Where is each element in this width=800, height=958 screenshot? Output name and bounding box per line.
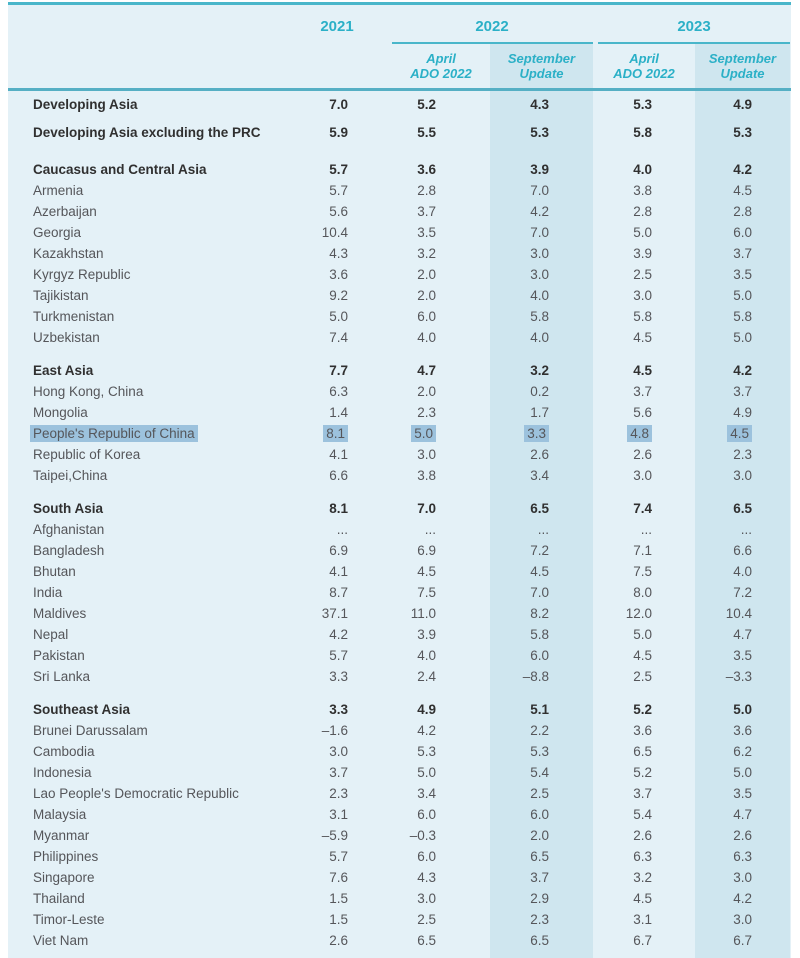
cell-value: 2.8 bbox=[733, 204, 752, 219]
cell-value: 6.0 bbox=[417, 849, 436, 864]
row-label: Sri Lanka bbox=[33, 669, 91, 684]
cell-value: 3.2 bbox=[633, 870, 652, 885]
economy-row bbox=[8, 603, 791, 624]
subheader-line: April bbox=[629, 51, 659, 66]
cell-value: 5.7 bbox=[329, 162, 348, 177]
economy-row bbox=[8, 624, 791, 645]
section-caucasus-and-central-asia bbox=[8, 159, 791, 348]
subheader-april-ado-2022 bbox=[392, 51, 490, 81]
cell-value: 4.5 bbox=[633, 363, 652, 378]
cell-value: –3.3 bbox=[725, 669, 752, 684]
cell-value: 7.7 bbox=[329, 363, 348, 378]
cell-value: 3.3 bbox=[524, 425, 549, 442]
growth-forecast-table bbox=[8, 2, 791, 958]
cell-value: 2.8 bbox=[633, 204, 652, 219]
row-label: East Asia bbox=[33, 363, 94, 378]
cell-value: 4.7 bbox=[417, 363, 436, 378]
cell-value: 5.3 bbox=[733, 125, 752, 140]
cell-value: 3.6 bbox=[417, 162, 436, 177]
cell-value: 3.1 bbox=[329, 807, 348, 822]
cell-value: 5.8 bbox=[530, 627, 549, 642]
cell-value: 3.6 bbox=[329, 267, 348, 282]
row-label: Bhutan bbox=[33, 564, 76, 579]
cell-value: 5.3 bbox=[530, 125, 549, 140]
cell-value: 3.5 bbox=[417, 225, 436, 240]
cell-value: 4.1 bbox=[329, 564, 348, 579]
cell-value: 1.5 bbox=[329, 912, 348, 927]
cell-value: 5.4 bbox=[530, 765, 549, 780]
cell-value: 2.8 bbox=[417, 183, 436, 198]
economy-row bbox=[8, 741, 791, 762]
cell-value: 3.0 bbox=[530, 246, 549, 261]
economy-row bbox=[8, 243, 791, 264]
cell-value: 3.5 bbox=[733, 786, 752, 801]
subregion-total-row bbox=[8, 91, 791, 119]
economy-row bbox=[8, 423, 791, 444]
cell-value: 3.2 bbox=[530, 363, 549, 378]
row-label: Viet Nam bbox=[33, 933, 89, 948]
cell-value: 3.0 bbox=[329, 744, 348, 759]
cell-value: 6.0 bbox=[733, 225, 752, 240]
economy-row bbox=[8, 666, 791, 687]
cell-value: –0.3 bbox=[409, 828, 436, 843]
cell-value: 4.3 bbox=[329, 246, 348, 261]
cell-value: 3.0 bbox=[733, 870, 752, 885]
table-body bbox=[8, 91, 791, 951]
subheader-line: Update bbox=[720, 66, 765, 81]
cell-value: 5.0 bbox=[329, 309, 348, 324]
row-label: Brunei Darussalam bbox=[33, 723, 148, 738]
cell-value: 6.3 bbox=[329, 384, 348, 399]
subregion-total-row bbox=[8, 699, 791, 720]
economy-row bbox=[8, 540, 791, 561]
cell-value: 2.3 bbox=[329, 786, 348, 801]
cell-value: 8.7 bbox=[329, 585, 348, 600]
row-label: Malaysia bbox=[33, 807, 87, 822]
cell-value: 4.2 bbox=[530, 204, 549, 219]
cell-value: 3.8 bbox=[633, 183, 652, 198]
economy-row bbox=[8, 846, 791, 867]
row-label: South Asia bbox=[33, 501, 104, 516]
cell-value: 6.7 bbox=[733, 933, 752, 948]
cell-value: 5.7 bbox=[329, 648, 348, 663]
cell-value: 5.6 bbox=[329, 204, 348, 219]
economy-row bbox=[8, 381, 791, 402]
cell-value: 7.1 bbox=[633, 543, 652, 558]
cell-value: 4.0 bbox=[417, 330, 436, 345]
cell-value: 8.0 bbox=[633, 585, 652, 600]
economy-row bbox=[8, 909, 791, 930]
section-summary bbox=[8, 91, 791, 147]
cell-value: 0.2 bbox=[530, 384, 549, 399]
cell-value: 3.2 bbox=[417, 246, 436, 261]
cell-value: 3.0 bbox=[733, 912, 752, 927]
cell-value: ... bbox=[336, 522, 348, 537]
cell-value: –5.9 bbox=[321, 828, 348, 843]
subheader-line: September bbox=[708, 51, 777, 66]
cell-value: 3.9 bbox=[530, 162, 549, 177]
cell-value: 7.0 bbox=[417, 501, 436, 516]
cell-value: –1.6 bbox=[321, 723, 348, 738]
cell-value: 2.6 bbox=[733, 828, 752, 843]
cell-value: 4.5 bbox=[633, 648, 652, 663]
cell-value: 8.2 bbox=[530, 606, 549, 621]
cell-value: 2.5 bbox=[530, 786, 549, 801]
row-label: Developing Asia bbox=[33, 97, 138, 112]
cell-value: 5.8 bbox=[633, 309, 652, 324]
cell-value: 3.7 bbox=[633, 786, 652, 801]
cell-value: 5.5 bbox=[417, 125, 436, 140]
subheader-april-ado-2023 bbox=[593, 51, 695, 81]
row-label: Armenia bbox=[33, 183, 84, 198]
cell-value: 6.2 bbox=[733, 744, 752, 759]
cell-value: 5.8 bbox=[733, 309, 752, 324]
cell-value: 7.6 bbox=[329, 870, 348, 885]
economy-row bbox=[8, 783, 791, 804]
subheader-september-update-2023 bbox=[695, 51, 790, 81]
row-label: Caucasus and Central Asia bbox=[33, 162, 207, 177]
economy-row bbox=[8, 201, 791, 222]
cell-value: 7.4 bbox=[329, 330, 348, 345]
row-label: Azerbaijan bbox=[33, 204, 97, 219]
cell-value: 4.5 bbox=[727, 425, 752, 442]
cell-value: 4.0 bbox=[417, 648, 436, 663]
cell-value: 5.2 bbox=[633, 702, 652, 717]
cell-value: 5.1 bbox=[530, 702, 549, 717]
cell-value: 8.1 bbox=[323, 425, 348, 442]
cell-value: 6.0 bbox=[417, 309, 436, 324]
col-header-2021: 2021 bbox=[320, 18, 354, 35]
cell-value: 5.2 bbox=[633, 765, 652, 780]
col-header-2022: 2022 bbox=[475, 18, 509, 35]
subheader-line: ADO 2022 bbox=[613, 66, 675, 81]
cell-value: 2.3 bbox=[733, 447, 752, 462]
cell-value: 6.9 bbox=[329, 543, 348, 558]
cell-value: 8.1 bbox=[329, 501, 348, 516]
cell-value: 3.9 bbox=[417, 627, 436, 642]
row-label: Pakistan bbox=[33, 648, 85, 663]
cell-value: 2.2 bbox=[530, 723, 549, 738]
cell-value: 7.5 bbox=[633, 564, 652, 579]
cell-value: 4.0 bbox=[733, 564, 752, 579]
cell-value: 37.1 bbox=[321, 606, 348, 621]
cell-value: 3.5 bbox=[733, 648, 752, 663]
cell-value: 2.5 bbox=[417, 912, 436, 927]
cell-value: 2.3 bbox=[530, 912, 549, 927]
subheader-line: April bbox=[426, 51, 456, 66]
section-southeast-asia bbox=[8, 699, 791, 951]
cell-value: 3.6 bbox=[733, 723, 752, 738]
cell-value: 5.2 bbox=[417, 97, 436, 112]
cell-value: 2.3 bbox=[417, 405, 436, 420]
cell-value: 5.0 bbox=[633, 627, 652, 642]
subheader-line: Update bbox=[519, 66, 564, 81]
cell-value: 6.5 bbox=[530, 849, 549, 864]
subregion-total-row bbox=[8, 360, 791, 381]
economy-row bbox=[8, 465, 791, 486]
cell-value: 6.0 bbox=[417, 807, 436, 822]
cell-value: 5.0 bbox=[633, 225, 652, 240]
cell-value: 3.3 bbox=[329, 669, 348, 684]
cell-value: 2.0 bbox=[417, 267, 436, 282]
cell-value: 4.2 bbox=[733, 363, 752, 378]
cell-value: 7.0 bbox=[530, 183, 549, 198]
cell-value: 5.7 bbox=[329, 849, 348, 864]
cell-value: 4.2 bbox=[329, 627, 348, 642]
row-label: Mongolia bbox=[33, 405, 88, 420]
section-south-asia bbox=[8, 498, 791, 687]
cell-value: 6.7 bbox=[633, 933, 652, 948]
cell-value: 4.2 bbox=[417, 723, 436, 738]
row-label: Nepal bbox=[33, 627, 69, 642]
economy-row bbox=[8, 561, 791, 582]
row-label: Maldives bbox=[33, 606, 87, 621]
cell-value: 6.5 bbox=[530, 933, 549, 948]
cell-value: 6.5 bbox=[530, 501, 549, 516]
cell-value: 1.4 bbox=[329, 405, 348, 420]
economy-row bbox=[8, 720, 791, 741]
cell-value: 3.0 bbox=[417, 891, 436, 906]
subheader-line: ADO 2022 bbox=[410, 66, 472, 81]
economy-row bbox=[8, 804, 791, 825]
cell-value: 3.8 bbox=[417, 468, 436, 483]
cell-value: 7.0 bbox=[530, 225, 549, 240]
cell-value: 4.7 bbox=[733, 807, 752, 822]
row-label: Hong Kong, China bbox=[33, 384, 144, 399]
cell-value: 2.6 bbox=[530, 447, 549, 462]
cell-value: 6.3 bbox=[733, 849, 752, 864]
cell-value: 5.6 bbox=[633, 405, 652, 420]
cell-value: 4.0 bbox=[530, 288, 549, 303]
economy-row bbox=[8, 582, 791, 603]
cell-value: 6.3 bbox=[633, 849, 652, 864]
row-label: Turkmenistan bbox=[33, 309, 115, 324]
row-label: Kazakhstan bbox=[33, 246, 104, 261]
cell-value: 6.0 bbox=[530, 807, 549, 822]
economy-row bbox=[8, 519, 791, 540]
cell-value: 3.9 bbox=[633, 246, 652, 261]
cell-value: 4.3 bbox=[530, 97, 549, 112]
cell-value: 4.1 bbox=[329, 447, 348, 462]
row-label: Bangladesh bbox=[33, 543, 105, 558]
cell-value: 4.5 bbox=[633, 891, 652, 906]
cell-value: 2.6 bbox=[633, 447, 652, 462]
cell-value: 3.4 bbox=[530, 468, 549, 483]
cell-value: 5.0 bbox=[733, 330, 752, 345]
cell-value: ... bbox=[424, 522, 436, 537]
subregion-total-row bbox=[8, 498, 791, 519]
cell-value: 2.5 bbox=[633, 267, 652, 282]
cell-value: 3.7 bbox=[733, 384, 752, 399]
cell-value: 3.7 bbox=[633, 384, 652, 399]
cell-value: 2.5 bbox=[633, 669, 652, 684]
economy-row bbox=[8, 888, 791, 909]
economy-row bbox=[8, 306, 791, 327]
row-label: Myanmar bbox=[33, 828, 90, 843]
row-label: Tajikistan bbox=[33, 288, 89, 303]
cell-value: 5.0 bbox=[733, 702, 752, 717]
cell-value: 3.0 bbox=[633, 468, 652, 483]
cell-value: 2.6 bbox=[329, 933, 348, 948]
row-label: India bbox=[33, 585, 63, 600]
cell-value: 7.2 bbox=[530, 543, 549, 558]
cell-value: 4.5 bbox=[530, 564, 549, 579]
cell-value: 4.9 bbox=[733, 97, 752, 112]
cell-value: 6.6 bbox=[329, 468, 348, 483]
cell-value: 6.9 bbox=[417, 543, 436, 558]
cell-value: 5.0 bbox=[411, 425, 436, 442]
cell-value: 5.8 bbox=[530, 309, 549, 324]
cell-value: 3.0 bbox=[633, 288, 652, 303]
cell-value: 3.5 bbox=[733, 267, 752, 282]
row-label: Georgia bbox=[33, 225, 82, 240]
row-label: Taipei,China bbox=[33, 468, 108, 483]
cell-value: 6.0 bbox=[530, 648, 549, 663]
cell-value: ... bbox=[640, 522, 652, 537]
subregion-total-row bbox=[8, 119, 791, 147]
cell-value: 4.2 bbox=[733, 891, 752, 906]
subheader-september-update-2022 bbox=[490, 51, 593, 81]
economy-row bbox=[8, 180, 791, 201]
cell-value: 2.0 bbox=[417, 288, 436, 303]
cell-value: 1.5 bbox=[329, 891, 348, 906]
cell-value: 2.0 bbox=[417, 384, 436, 399]
cell-value: 5.7 bbox=[329, 183, 348, 198]
rule-under-2022 bbox=[392, 42, 593, 44]
col-header-2023: 2023 bbox=[677, 18, 711, 35]
cell-value: 4.8 bbox=[627, 425, 652, 442]
cell-value: 12.0 bbox=[625, 606, 652, 621]
cell-value: 3.0 bbox=[417, 447, 436, 462]
cell-value: 1.7 bbox=[530, 405, 549, 420]
cell-value: 2.9 bbox=[530, 891, 549, 906]
cell-value: 4.9 bbox=[417, 702, 436, 717]
cell-value: 9.2 bbox=[329, 288, 348, 303]
row-label: Timor-Leste bbox=[33, 912, 105, 927]
economy-row bbox=[8, 825, 791, 846]
row-label: Republic of Korea bbox=[33, 447, 141, 462]
cell-value: 3.0 bbox=[733, 468, 752, 483]
cell-value: 2.6 bbox=[633, 828, 652, 843]
cell-value: 4.2 bbox=[733, 162, 752, 177]
row-label: Southeast Asia bbox=[33, 702, 131, 717]
cell-value: 5.3 bbox=[530, 744, 549, 759]
row-label: People's Republic of China bbox=[30, 425, 198, 442]
cell-value: 5.8 bbox=[633, 125, 652, 140]
row-label: Afghanistan bbox=[33, 522, 105, 537]
cell-value: 4.5 bbox=[417, 564, 436, 579]
cell-value: 5.0 bbox=[733, 288, 752, 303]
cell-value: 4.0 bbox=[633, 162, 652, 177]
cell-value: 5.3 bbox=[417, 744, 436, 759]
cell-value: 5.9 bbox=[329, 125, 348, 140]
economy-row bbox=[8, 930, 791, 951]
economy-row bbox=[8, 402, 791, 423]
cell-value: 7.4 bbox=[633, 501, 652, 516]
cell-value: –8.8 bbox=[522, 669, 549, 684]
cell-value: 3.7 bbox=[329, 765, 348, 780]
cell-value: 11.0 bbox=[410, 606, 436, 621]
cell-value: 6.5 bbox=[733, 501, 752, 516]
cell-value: ... bbox=[537, 522, 549, 537]
rule-under-2023 bbox=[598, 42, 790, 44]
row-label: Uzbekistan bbox=[33, 330, 100, 345]
cell-value: 5.0 bbox=[733, 765, 752, 780]
cell-value: 4.9 bbox=[733, 405, 752, 420]
cell-value: 6.5 bbox=[417, 933, 436, 948]
cell-value: 5.0 bbox=[417, 765, 436, 780]
row-label: Developing Asia excluding the PRC bbox=[33, 125, 261, 140]
cell-value: 3.4 bbox=[417, 786, 436, 801]
row-label: Indonesia bbox=[33, 765, 92, 780]
cell-value: 7.2 bbox=[733, 585, 752, 600]
cell-value: 4.0 bbox=[530, 330, 549, 345]
cell-value: 3.7 bbox=[530, 870, 549, 885]
cell-value: 2.4 bbox=[417, 669, 436, 684]
subregion-total-row bbox=[8, 159, 791, 180]
economy-row bbox=[8, 867, 791, 888]
cell-value: 4.7 bbox=[733, 627, 752, 642]
row-label: Thailand bbox=[33, 891, 85, 906]
economy-row bbox=[8, 444, 791, 465]
economy-row bbox=[8, 762, 791, 783]
cell-value: 4.5 bbox=[633, 330, 652, 345]
cell-value: 3.6 bbox=[633, 723, 652, 738]
cell-value: 5.4 bbox=[633, 807, 652, 822]
economy-row bbox=[8, 222, 791, 243]
cell-value: 10.4 bbox=[321, 225, 348, 240]
cell-value: 4.5 bbox=[733, 183, 752, 198]
cell-value: 10.4 bbox=[725, 606, 752, 621]
economy-row bbox=[8, 327, 791, 348]
cell-value: 2.0 bbox=[530, 828, 549, 843]
cell-value: 7.0 bbox=[329, 97, 348, 112]
economy-row bbox=[8, 645, 791, 666]
cell-value: 7.5 bbox=[417, 585, 436, 600]
cell-value: 5.3 bbox=[633, 97, 652, 112]
row-label: Kyrgyz Republic bbox=[33, 267, 131, 282]
row-label: Cambodia bbox=[33, 744, 95, 759]
economy-row bbox=[8, 264, 791, 285]
cell-value: 6.5 bbox=[633, 744, 652, 759]
cell-value: 4.3 bbox=[417, 870, 436, 885]
cell-value: 3.7 bbox=[733, 246, 752, 261]
cell-value: 3.1 bbox=[633, 912, 652, 927]
economy-row bbox=[8, 285, 791, 306]
subheader-line: September bbox=[507, 51, 576, 66]
row-label: Singapore bbox=[33, 870, 95, 885]
row-label: Lao People's Democratic Republic bbox=[33, 786, 239, 801]
cell-value: 3.7 bbox=[417, 204, 436, 219]
cell-value: ... bbox=[740, 522, 752, 537]
row-label: Philippines bbox=[33, 849, 99, 864]
cell-value: 7.0 bbox=[530, 585, 549, 600]
section-east-asia bbox=[8, 360, 791, 486]
cell-value: 3.3 bbox=[329, 702, 348, 717]
cell-value: 3.0 bbox=[530, 267, 549, 282]
cell-value: 6.6 bbox=[733, 543, 752, 558]
